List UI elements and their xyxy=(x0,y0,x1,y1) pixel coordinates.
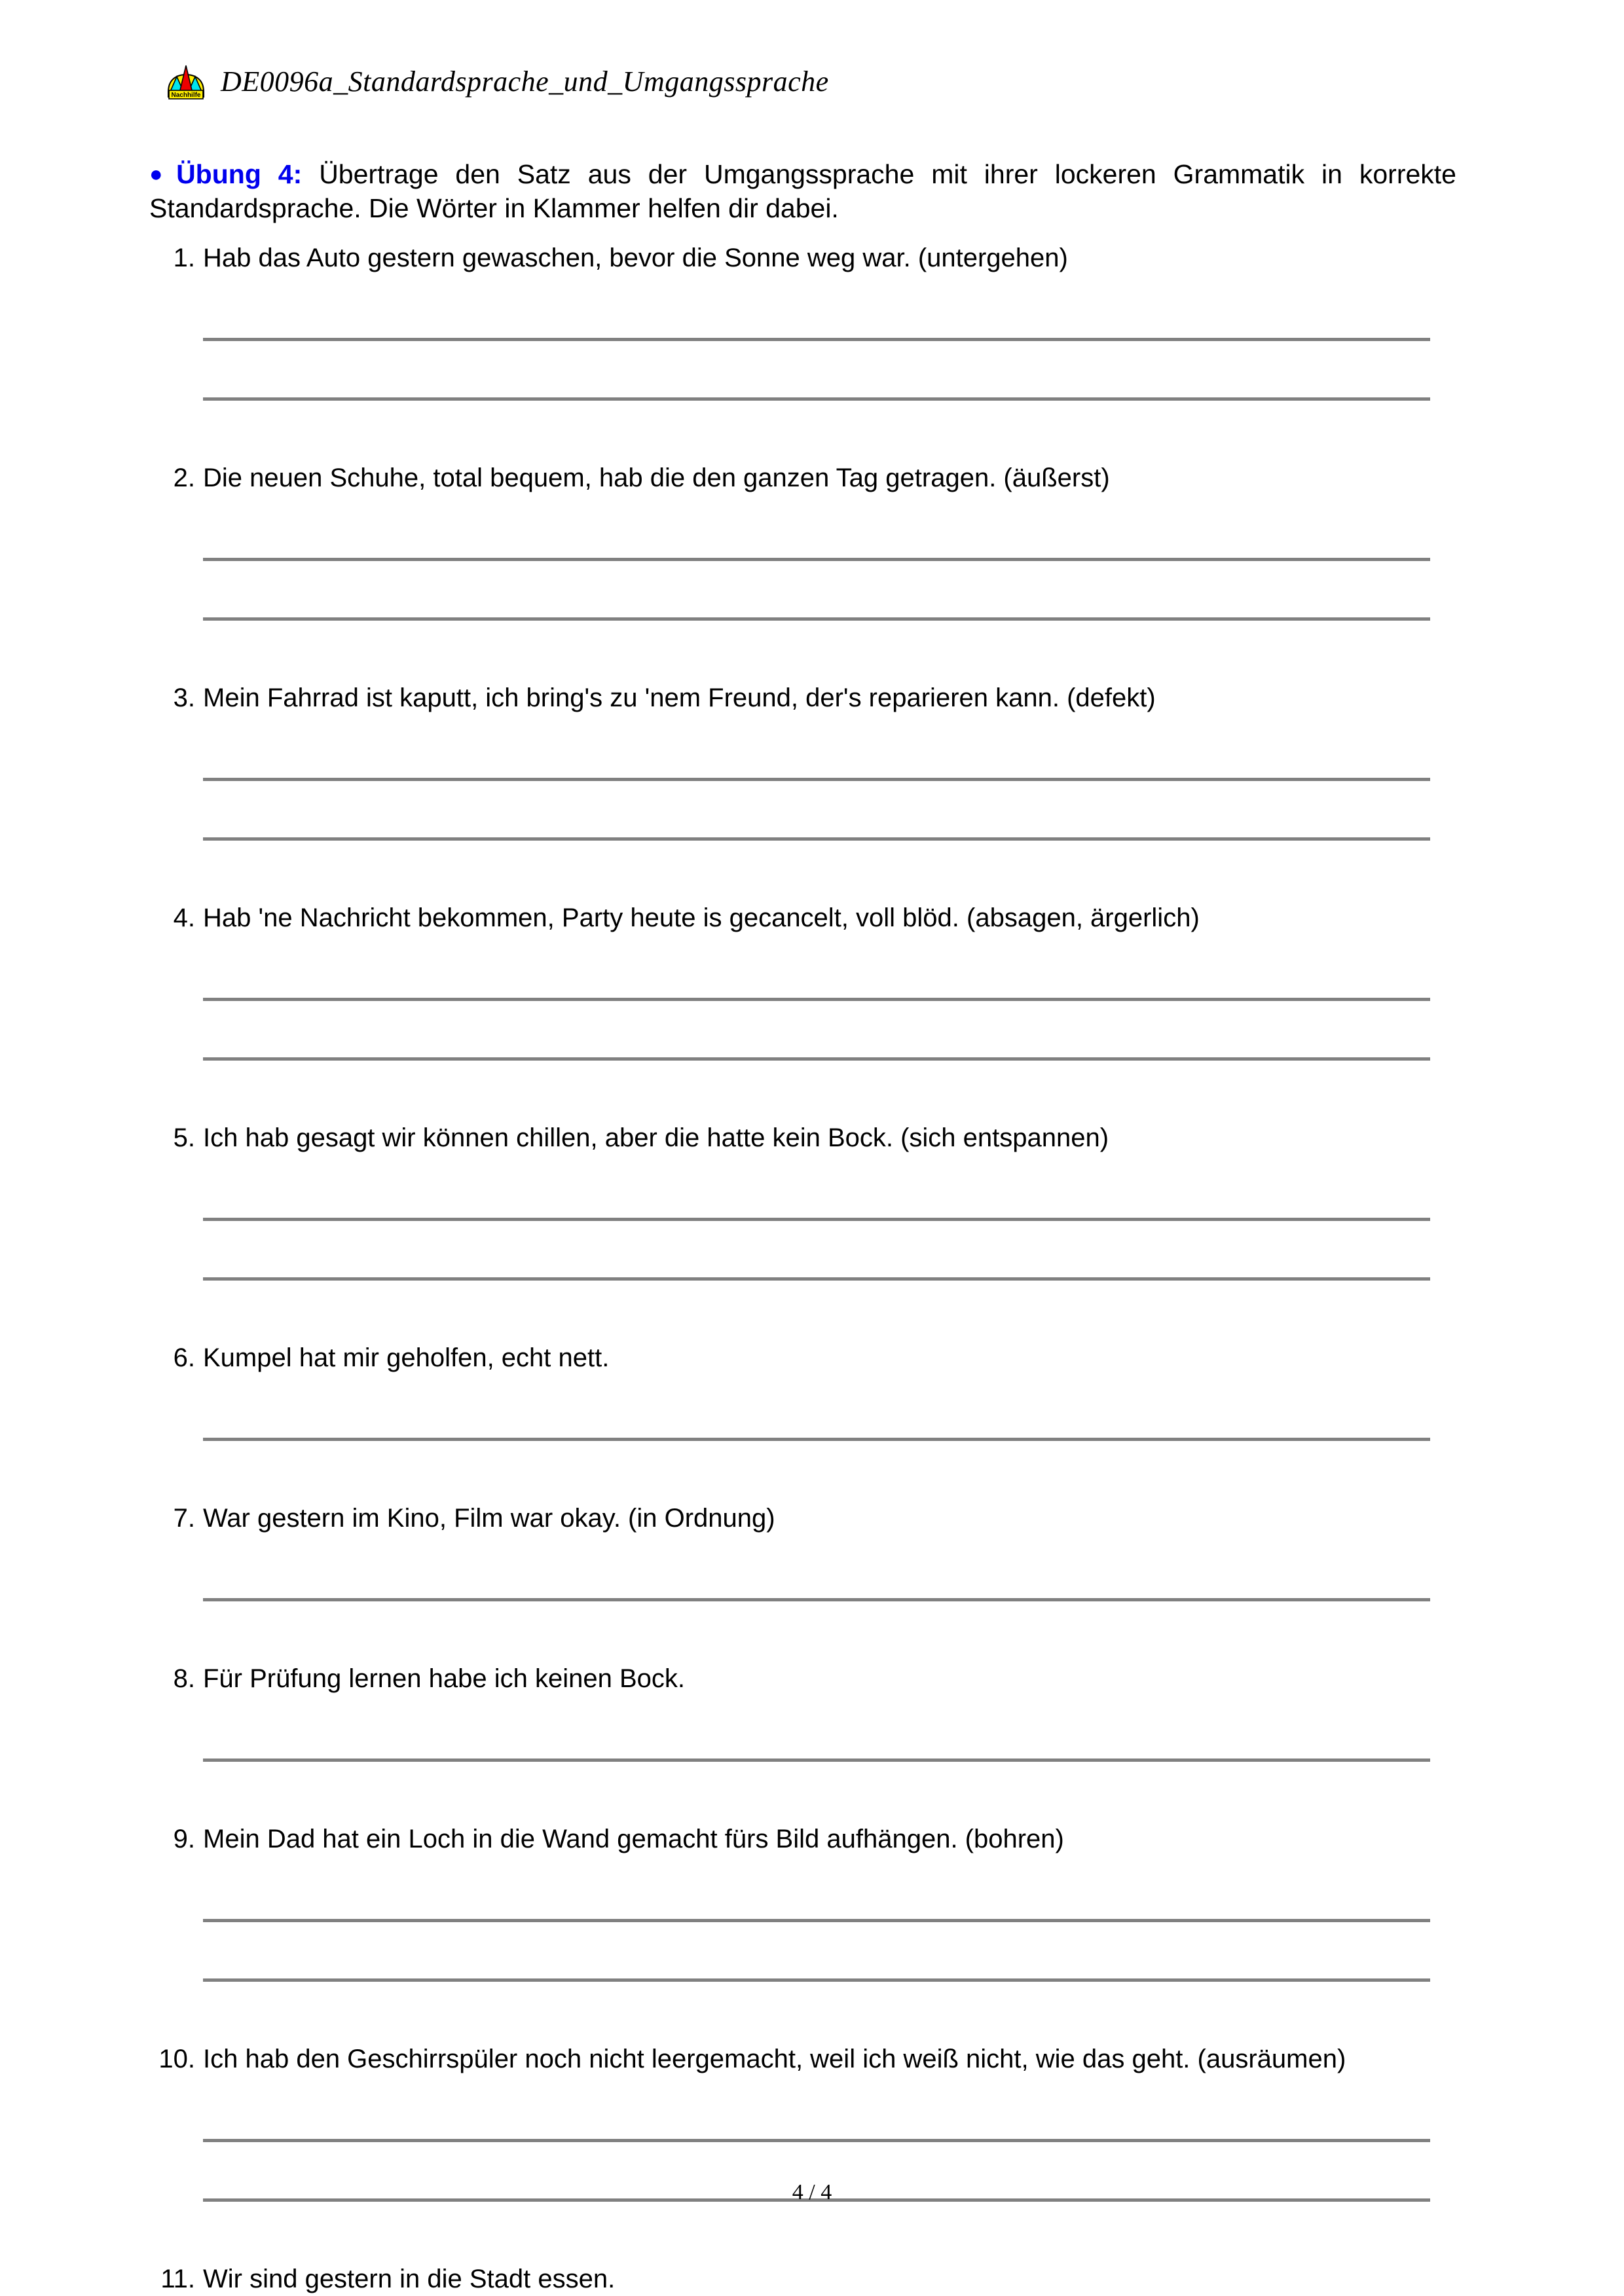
question-row xyxy=(149,1501,1452,1535)
question-number: 10. xyxy=(158,2045,195,2073)
question-entry xyxy=(149,241,1452,461)
question-row xyxy=(149,2042,1452,2076)
question-text: Kumpel hat mir geholfen, echt nett. xyxy=(203,1343,610,1372)
answer-space[interactable] xyxy=(203,495,1452,558)
answer-area[interactable] xyxy=(203,1856,1452,2042)
question-entry xyxy=(149,1662,1452,1822)
question-row xyxy=(149,901,1452,935)
question-number: 5. xyxy=(173,1123,195,1152)
answer-space[interactable] xyxy=(203,1001,1452,1057)
question-number: 1. xyxy=(173,244,195,272)
question-row xyxy=(149,2262,1452,2296)
document-title: DE0096a_Standardsprache_und_Umgangssprache xyxy=(221,65,829,98)
question-row xyxy=(149,1662,1452,1696)
bullet-icon: ● xyxy=(149,162,173,187)
answer-space[interactable] xyxy=(203,1221,1452,1277)
question-entry xyxy=(149,461,1452,681)
question-row xyxy=(149,461,1452,495)
answer-area[interactable] xyxy=(203,1535,1452,1662)
answer-space[interactable] xyxy=(203,341,1452,397)
question-row xyxy=(149,1822,1452,1856)
exercise-instruction-text: Übertrage den Satz aus der Umgangssprache mit ihrer lockeren Grammatik in korrekte Standardsprache. Die Wörter in Klammer helfen dir dabei. xyxy=(149,159,1456,224)
answer-space[interactable] xyxy=(203,1922,1452,1978)
question-row xyxy=(149,1341,1452,1375)
question-gap xyxy=(203,841,1452,901)
answer-area[interactable] xyxy=(203,1696,1452,1822)
document-header xyxy=(166,63,829,101)
question-gap xyxy=(203,1061,1452,1121)
question-text: Mein Fahrrad ist kaputt, ich bring's zu 'nem Freund, der's reparieren kann. (defekt) xyxy=(203,683,1156,712)
exercise-label: Übung 4: xyxy=(176,159,303,189)
question-row xyxy=(149,1121,1452,1155)
question-number: 8. xyxy=(173,1664,195,1693)
exercise-heading xyxy=(149,157,1456,225)
question-number: 9. xyxy=(173,1825,195,1853)
question-gap xyxy=(203,1601,1452,1662)
question-entry xyxy=(149,1121,1452,1341)
question-gap xyxy=(203,1281,1452,1341)
answer-space[interactable] xyxy=(203,275,1452,338)
answer-space[interactable] xyxy=(203,781,1452,837)
answer-space[interactable] xyxy=(203,1856,1452,1919)
answer-area[interactable] xyxy=(203,275,1452,461)
question-entry xyxy=(149,1822,1452,2042)
answer-area[interactable] xyxy=(203,715,1452,901)
answer-area[interactable] xyxy=(203,1155,1452,1341)
answer-area[interactable] xyxy=(203,1375,1452,1501)
exercise-instruction-block xyxy=(149,157,1456,225)
question-entry xyxy=(149,1501,1452,1662)
question-entry xyxy=(149,901,1452,1121)
question-text: Ich hab den Geschirrspüler noch nicht leergemacht, weil ich weiß nicht, wie das geht. (ausräumen) xyxy=(203,2045,1346,2073)
answer-space[interactable] xyxy=(203,1696,1452,1758)
answer-area[interactable] xyxy=(203,2076,1452,2262)
question-text: Wir sind gestern in die Stadt essen. xyxy=(203,2265,616,2293)
question-entry xyxy=(149,2042,1452,2262)
question-number: 2. xyxy=(173,464,195,492)
answer-space[interactable] xyxy=(203,715,1452,778)
answer-space[interactable] xyxy=(203,935,1452,998)
question-entry xyxy=(149,681,1452,901)
question-gap xyxy=(203,401,1452,461)
answer-space[interactable] xyxy=(203,1535,1452,1598)
answer-space[interactable] xyxy=(203,1375,1452,1438)
question-text: Für Prüfung lernen habe ich keinen Bock. xyxy=(203,1664,685,1693)
question-entry xyxy=(149,1341,1452,1501)
question-gap xyxy=(203,1982,1452,2042)
question-text: Hab 'ne Nachricht bekommen, Party heute is gecancelt, voll blöd. (absagen, ärgerlich) xyxy=(203,903,1200,932)
question-number: 11. xyxy=(160,2265,195,2293)
answer-area[interactable] xyxy=(203,495,1452,681)
question-text: War gestern im Kino, Film war okay. (in Ordnung) xyxy=(203,1504,775,1533)
logo-banner-text: Nachhilfe xyxy=(171,92,201,99)
question-entry xyxy=(149,2262,1452,2296)
question-text: Die neuen Schuhe, total bequem, hab die den ganzen Tag getragen. (äußerst) xyxy=(203,464,1110,492)
answer-space[interactable] xyxy=(203,1155,1452,1218)
question-gap xyxy=(203,1441,1452,1501)
question-gap xyxy=(203,1762,1452,1822)
question-number: 4. xyxy=(173,903,195,932)
page-indicator: 4 / 4 xyxy=(792,2180,832,2204)
question-gap xyxy=(203,2202,1452,2262)
question-text: Mein Dad hat ein Loch in die Wand gemacht fürs Bild aufhängen. (bohren) xyxy=(203,1825,1064,1853)
answer-space[interactable] xyxy=(203,561,1452,617)
question-gap xyxy=(203,621,1452,681)
question-list xyxy=(149,241,1452,2296)
answer-space[interactable] xyxy=(203,2076,1452,2139)
question-row xyxy=(149,681,1452,715)
question-number: 7. xyxy=(173,1504,195,1533)
question-number: 3. xyxy=(173,683,195,712)
page-footer xyxy=(0,2180,1624,2205)
answer-area[interactable] xyxy=(203,935,1452,1121)
question-row xyxy=(149,241,1452,275)
question-text: Ich hab gesagt wir können chillen, aber die hatte kein Bock. (sich entspannen) xyxy=(203,1123,1109,1152)
question-number: 6. xyxy=(173,1343,195,1372)
nachhilfe-logo-icon xyxy=(166,63,206,101)
question-text: Hab das Auto gestern gewaschen, bevor die Sonne weg war. (untergehen) xyxy=(203,244,1068,272)
